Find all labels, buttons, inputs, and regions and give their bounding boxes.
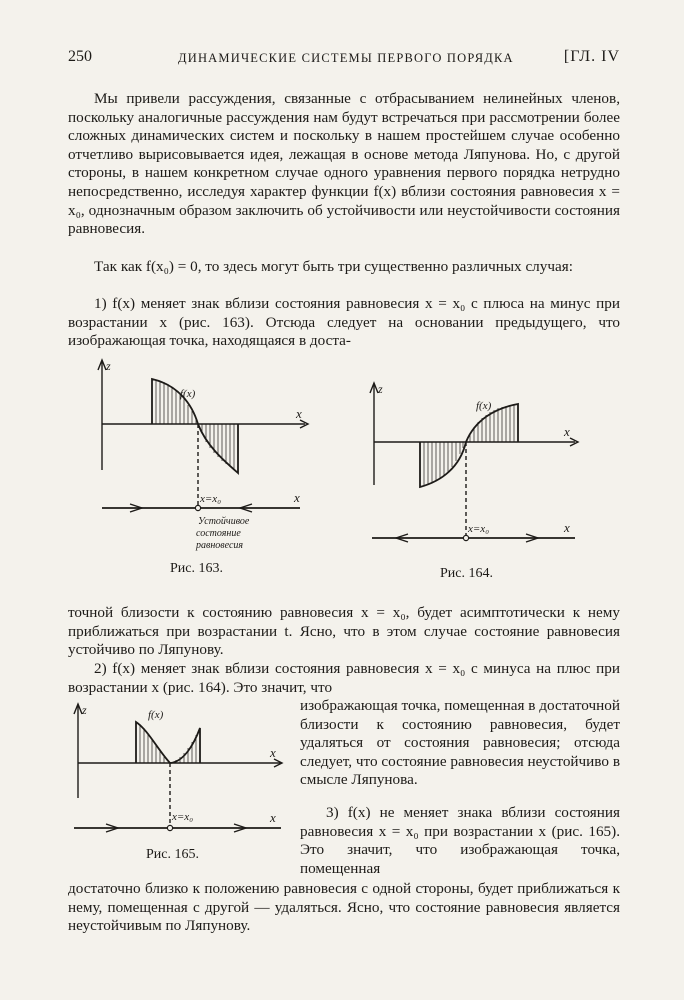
phase-line-label: x	[294, 490, 300, 505]
f-curve	[420, 404, 518, 487]
annotation-line-2: состояние	[196, 528, 241, 539]
paragraph-3: 1) f(x) меняет знак вблизи состояния равновесия x = x₀ с плюса на минус при возрастании x (рис. 163). Отсюда следует на основании предыдущего, что изображающая точка, находящаяся в доста-	[68, 295, 620, 350]
curve-label: f(x)	[476, 400, 492, 412]
equilibrium-label: x=x₀	[468, 523, 490, 535]
figure-caption: Рис. 165.	[146, 847, 199, 862]
equilibrium-point	[463, 535, 468, 540]
phase-line-label: x	[564, 520, 570, 535]
z-axis-label: z	[378, 382, 383, 396]
paragraph-5-wrap: изображающая точка, помещенная в достаточной близости к состоянию равновесия, будет удаляться от состояния равновесия; отсюда следует, что состояние равновесия неустойчиво в смысле Ляпунова.	[300, 697, 620, 789]
x-axis-label: x	[270, 745, 276, 760]
z-axis-label: z	[106, 359, 111, 373]
running-header	[68, 48, 620, 70]
paragraph-6: 3) f(x) не меняет знака вблизи состояния равновесия x = x₀ при возрастании x (рис. 165). Это значит, что изображающая точка, помещенная	[300, 804, 620, 877]
curve-label: f(x)	[148, 709, 164, 721]
figure-caption: Рис. 164.	[440, 566, 493, 581]
paragraph-4: точной близости к состоянию равновесия x = x₀, будет асимптотически к нему приближаться при возрастании t. Ясно, что в этом случае состояние равновесия устойчиво по Ляпунову.	[68, 604, 620, 659]
page-number: 250	[68, 48, 92, 65]
curve-label: f(x)	[180, 388, 196, 400]
chapter-marker: [ГЛ. IV	[563, 48, 620, 65]
annotation-line-3: равновесия	[196, 540, 244, 551]
phase-line-label: x	[270, 810, 276, 825]
f-curve	[136, 722, 200, 763]
x-axis-label: x	[564, 424, 570, 439]
figure-163	[80, 352, 320, 577]
figure-165	[66, 700, 288, 870]
running-title: ДИНАМИЧЕСКИЕ СИСТЕМЫ ПЕРВОГО ПОРЯДКА	[178, 51, 514, 65]
paragraph-1: Мы привели рассуждения, связанные с отбрасыванием нелинейных членов, поскольку аналогичные рассуждения нам будут встречаться при рассмотрении более сложных динамических систем и поскольку в нашем простейшем случае особенно отчетливо вырисовывается идея, лежащая в основе метода Ляпунова. Но, с другой стороны, в нашем конкретном случае одного уравнения первого порядка нетрудно непосредственно, исследуя характер функции f(x) вблизи состояния равновесия x = x₀, однозначным образом заключить об устойчивости или неустойчивости состояния равновесия.	[68, 90, 620, 238]
paragraph-7: достаточно близко к положению равновесия с одной стороны, будет приближаться к нему, помещенная с другой — удаляться. Ясно, что состояние равновесия является неустойчивым по Ляпунову.	[68, 880, 620, 935]
equilibrium-point	[195, 505, 200, 510]
figure-caption: Рис. 163.	[170, 561, 223, 576]
annotation-line-1: Устойчивое	[198, 516, 250, 527]
x-axis-label: x	[296, 406, 302, 421]
paragraph-5-lead: 2) f(x) меняет знак вблизи состояния равновесия x = x₀ с минуса на плюс при возрастании x (рис. 164). Это значит, что	[68, 660, 620, 696]
equilibrium-point	[167, 825, 172, 830]
equilibrium-label: x=x₀	[200, 493, 222, 505]
paragraph-2: Так как f(x₀) = 0, то здесь могут быть три существенно различных случая:	[94, 258, 573, 275]
equilibrium-label: x=x₀	[172, 811, 194, 823]
z-axis-label: z	[82, 703, 87, 717]
figure-164	[360, 375, 590, 585]
